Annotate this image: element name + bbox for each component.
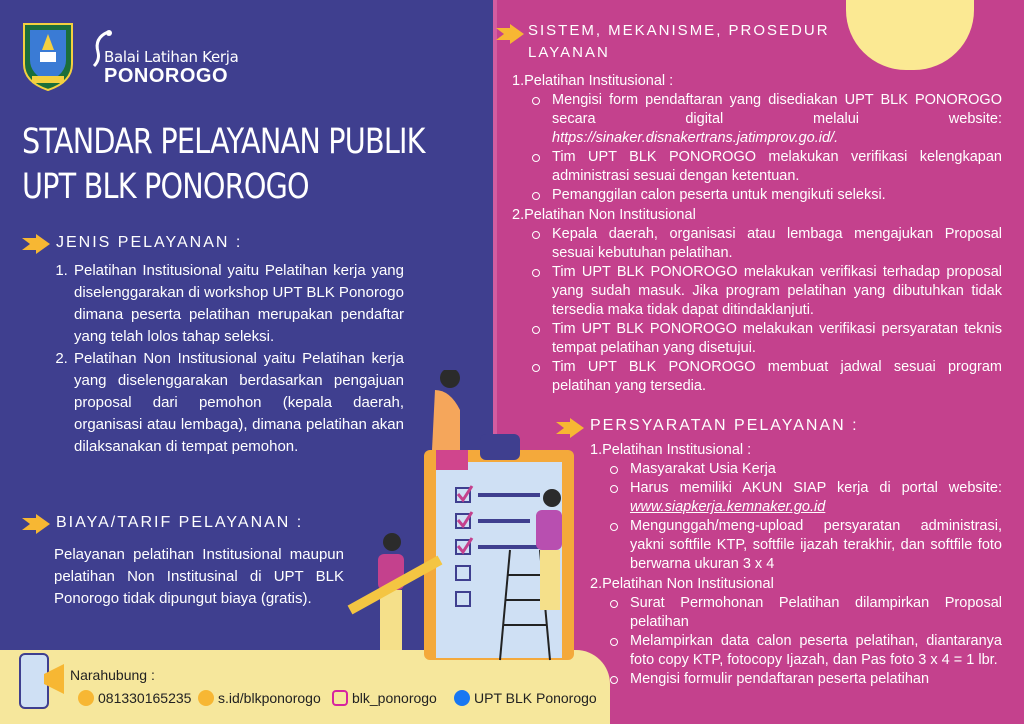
footer-label: Narahubung :	[70, 667, 155, 683]
persyaratan-g1-bullet-2	[606, 479, 1002, 517]
jenis-item-1: 1. Pelatihan Institusional yaitu Pelatihan kerja yang diselenggarakan di workshop UPT BLK Ponorogo dimana peserta pelatihan merupakan pendaftar yang telah lolos tahap seleksi.	[72, 260, 404, 348]
page-title	[22, 120, 425, 210]
sistem-g1-bullet-1-text: Mengisi form pendaftaran yang disediakan UPT BLK PONOROGO secara digital melalui website:	[552, 92, 1002, 127]
persyaratan-g1-bullet-3: Mengunggah/meng-upload persyaratan administrasi, yakni softfile KTP, softfile ijazah terakhir, dan softfile foto berwarna ukuran 3 x 4	[606, 517, 1002, 574]
sistem-g2-bullet-4: Tim UPT BLK PONOROGO membuat jadwal sesuai program pelatihan yang tersedia.	[528, 358, 1002, 396]
sistem-g2-bullet-2: Tim UPT BLK PONOROGO melakukan verifikasi terhadap proposal yang sudah masuk. Jika program pelatihan yang dibutuhkan tidak tersedia maka tidak dapat ditindaklanjuti.	[528, 263, 1002, 320]
siapkerja-link[interactable]: www.siapkerja.kemnaker.go.id	[630, 499, 826, 515]
sistem-heading-line1: SISTEM, MEKANISME, PROSEDUR	[528, 22, 830, 39]
contact-phone[interactable]	[78, 690, 191, 706]
megaphone-phone-illustration	[12, 650, 68, 720]
sistem-group-2	[512, 206, 1002, 396]
persyaratan-heading: PERSYARATAN PELAYANAN :	[590, 417, 859, 434]
phone-icon	[78, 690, 94, 706]
sinaker-link[interactable]: https://sinaker.disnakertrans.jatimprov.go.id/.	[552, 130, 839, 146]
contact-web[interactable]	[198, 690, 321, 706]
sistem-g2-bullet-1: Kepala daerah, organisasi atau lembaga mengajukan Proposal sesuai kebutuhan pelatihan.	[528, 225, 1002, 263]
contact-facebook-text: UPT BLK Ponorogo	[474, 690, 597, 706]
persyaratan-group-1-title: 1.Pelatihan Institusional :	[590, 442, 752, 458]
sistem-group-1	[512, 72, 1002, 205]
contact-facebook[interactable]	[454, 690, 597, 706]
persyaratan-group-1	[590, 441, 1002, 574]
sistem-g1-bullet-2: Tim UPT BLK PONOROGO melakukan verifikasi kelengkapan administrasi sesuai dengan ketentuan.	[528, 148, 1002, 186]
arrow-icon	[496, 24, 524, 44]
persyaratan-g2-bullet-2: Melampirkan data calon peserta pelatihan, diantaranya foto copy KTP, fotocopy Ijazah, dan Pas foto 3 x 4 = 1 lbr.	[606, 632, 1002, 670]
arrow-icon	[22, 234, 50, 254]
facebook-icon	[454, 690, 470, 706]
sistem-group-2-title: 2.Pelatihan Non Institusional	[512, 207, 696, 223]
jenis-heading: JENIS PELAYANAN :	[56, 234, 243, 251]
sistem-group-1-title: 1.Pelatihan Institusional :	[512, 73, 674, 89]
jenis-item-2: 2. Pelatihan Non Institusional yaitu Pelatihan kerja yang diselenggarakan berdasarkan pengajuan proposal dari pemohon (kepala daerah, organisasi atau lembaga), dimana pelatihan akan dilaksanakan di tempat pemohon.	[72, 348, 404, 458]
contact-instagram-text: blk_ponorogo	[352, 690, 437, 706]
sistem-g1-bullet-3: Pemanggilan calon peserta untuk mengikuti seleksi.	[528, 186, 1002, 205]
arrow-icon	[556, 418, 584, 438]
person-icon	[198, 690, 214, 706]
logo-line1: Balai Latihan Kerja	[104, 48, 239, 66]
contact-phone-text: 081330165235	[98, 690, 192, 706]
crest-logo	[20, 20, 76, 92]
instagram-icon	[332, 690, 348, 706]
biaya-text: Pelayanan pelatihan Institusional maupun pelatihan Non Institusinal di UPT BLK Ponorogo tidak dipungut biaya (gratis).	[54, 546, 344, 607]
persyaratan-g2-bullet-3: Mengisi formulir pendaftaran peserta pelatihan	[606, 670, 1002, 689]
sistem-g2-bullet-3: Tim UPT BLK PONOROGO melakukan verifikasi persyaratan teknis tempat pelatihan yang disetujui.	[528, 320, 1002, 358]
biaya-heading: BIAYA/TARIF PELAYANAN :	[56, 514, 304, 531]
sistem-g1-bullet-1	[528, 91, 1002, 148]
persyaratan-group-2-title: 2.Pelatihan Non Institusional	[590, 576, 774, 592]
persyaratan-group-2	[590, 575, 1002, 689]
title-line2: UPT BLK PONOROGO	[22, 167, 309, 207]
persyaratan-g1-bullet-2-text: Harus memiliki AKUN SIAP kerja di portal website:	[630, 480, 1002, 496]
sistem-heading-line2: LAYANAN	[528, 44, 610, 61]
title-line1: STANDAR PELAYANAN PUBLIK	[22, 122, 425, 162]
arrow-icon	[22, 514, 50, 534]
contact-instagram[interactable]	[332, 690, 437, 706]
contact-web-text: s.id/blkponorogo	[218, 690, 321, 706]
persyaratan-g1-bullet-1: Masyarakat Usia Kerja	[606, 460, 1002, 479]
persyaratan-g2-bullet-1: Surat Permohonan Pelatihan dilampirkan Proposal pelatihan	[606, 594, 1002, 632]
clipboard-illustration	[340, 370, 580, 670]
logo-line2: PONOROGO	[104, 65, 229, 87]
